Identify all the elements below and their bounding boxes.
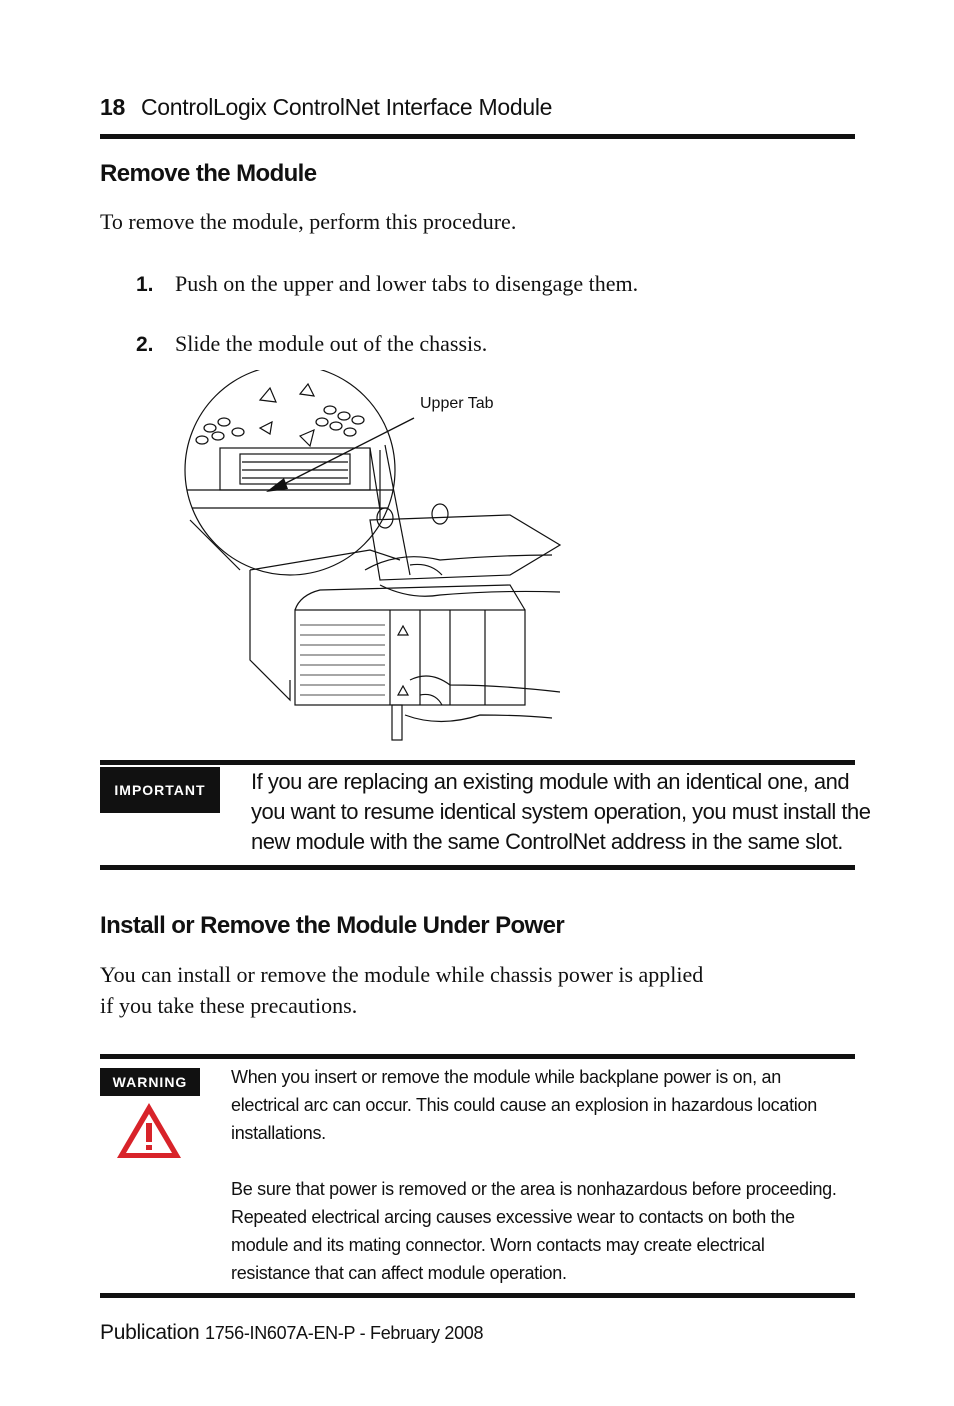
running-header [100,94,552,121]
important-line: new module with the same ControlNet address in the same slot. [251,829,843,854]
step-2 [136,328,488,360]
section-heading-remove: Remove the Module [100,160,317,187]
section-heading-under-power: Install or Remove the Module Under Power [100,912,565,939]
warning-text [231,1063,837,1287]
warning-para-2 [231,1175,837,1287]
page-footer [100,1321,483,1345]
warning-label: WARNING [100,1068,200,1096]
intro-line: if you take these precautions. [100,993,358,1018]
step-text: Push on the upper and lower tabs to disengage them. [175,271,639,296]
step-number: 2. [136,333,154,356]
page-number: 18 [100,94,125,120]
important-text [251,767,871,857]
important-top-rule [100,760,855,765]
important-bottom-rule [100,865,855,870]
section-intro-remove: To remove the module, perform this procedure. [100,209,517,234]
header-rule [100,134,855,139]
important-label: IMPORTANT [100,767,220,813]
warning-line: module and its mating connector. Worn contacts may create electrical [231,1235,765,1255]
publication-id: 1756-IN607A-EN-P - February 2008 [204,1323,484,1343]
warning-line: resistance that can affect module operation. [231,1263,567,1283]
warning-bottom-rule [100,1293,855,1298]
module-removal-figure [180,370,580,745]
section-intro-under-power [100,959,703,1021]
upper-tab-callout: Upper Tab [420,395,494,412]
warning-line: electrical arc can occur. This could cause an explosion in hazardous location [231,1095,817,1115]
important-line: If you are replacing an existing module with an identical one, and [251,769,850,794]
step-number: 1. [136,273,154,296]
important-line: you want to resume identical system operation, you must install the [251,799,871,824]
warning-line: When you insert or remove the module while backplane power is on, an [231,1067,781,1087]
running-title: ControlLogix ControlNet Interface Module [140,94,553,120]
step-1 [136,268,639,300]
warning-top-rule [100,1054,855,1059]
step-text: Slide the module out of the chassis. [175,331,488,356]
warning-line: Repeated electrical arcing causes excessive wear to contacts on both the [231,1207,795,1227]
warning-line: installations. [231,1123,326,1143]
warning-triangle-icon [114,1100,184,1162]
warning-para-1 [231,1063,837,1147]
footer-prefix: Publication [100,1321,200,1344]
intro-line: You can install or remove the module while chassis power is applied [100,962,704,987]
warning-line: Be sure that power is removed or the area is nonhazardous before proceeding. [231,1179,837,1199]
